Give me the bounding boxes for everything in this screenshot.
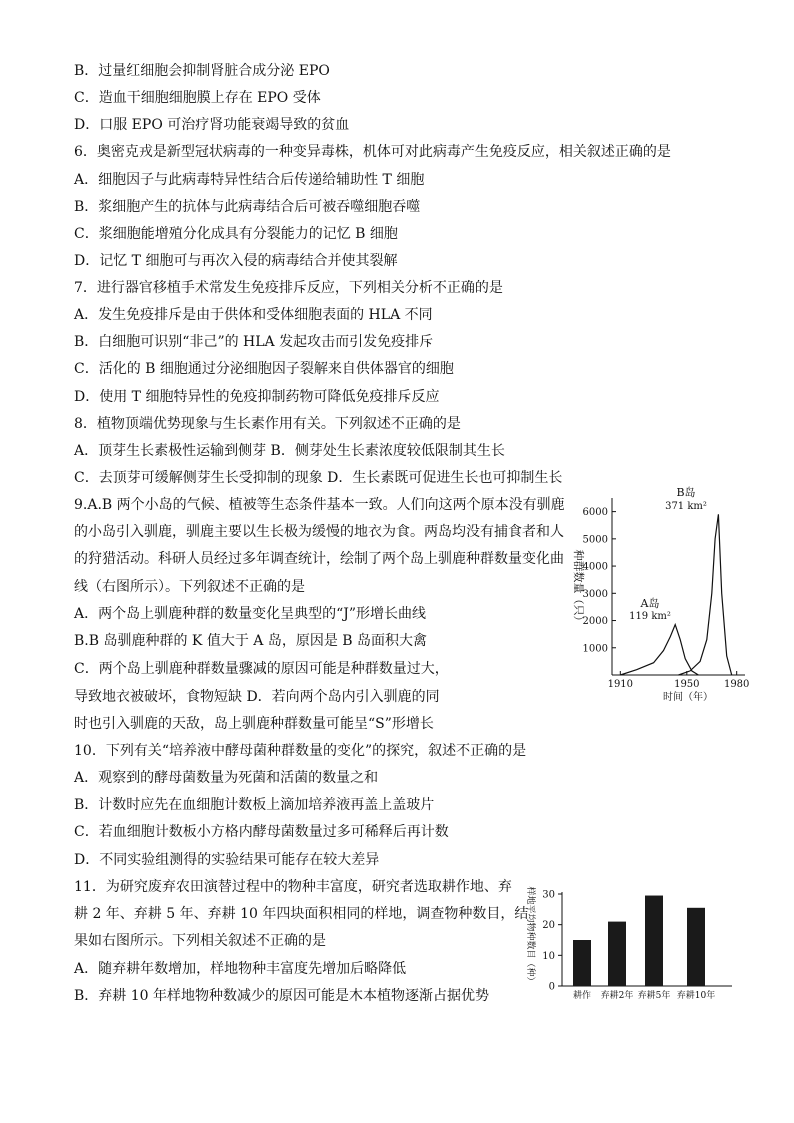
text-line: B．浆细胞产生的抗体与此病毒结合后可被吞噬细胞吞噬 xyxy=(74,199,421,215)
text-line: D．记忆 T 细胞可与再次入侵的病毒结合并使其裂解 xyxy=(74,253,398,269)
text-line: B．弃耕 10 年样地物种数减少的原因可能是木本植物逐渐占据优势 xyxy=(74,988,490,1004)
series-line-b-island xyxy=(679,514,732,675)
bar xyxy=(687,908,705,986)
text-line: 线（右图所示）。下列叙述不正确的是 xyxy=(74,579,305,595)
y-tick-label: 6000 xyxy=(582,507,608,519)
text-line: 时也引入驯鹿的天敌，岛上驯鹿种群数量可能呈“S”形增长 xyxy=(74,716,434,732)
text-line: 导致地衣被破坏，食物短缺 D．若向两个岛内引入驯鹿的同 xyxy=(74,689,440,705)
species-richness-chart xyxy=(520,878,735,1003)
text-line: C．造血干细胞细胞膜上存在 EPO 受体 xyxy=(74,90,321,106)
text-line: C．若血细胞计数板小方格内酵母菌数量过多可稀释后再计数 xyxy=(74,824,449,840)
bar-category-label: 耕作 xyxy=(572,991,592,1001)
text-line: D．口服 EPO 可治疗肾功能衰竭导致的贫血 xyxy=(74,117,350,133)
x-tick-label: 1980 xyxy=(723,679,750,690)
bar-y-tick-label: 10 xyxy=(542,950,555,962)
text-line: C．活化的 B 细胞通过分泌细胞因子裂解来自供体器官的细胞 xyxy=(74,361,454,377)
text-line: 果如右图所示。下列相关叙述不正确的是 xyxy=(74,933,326,949)
bar-category-label: 弃耕2年 xyxy=(600,991,634,1001)
text-line: 的狩猎活动。科研人员经过多年调查统计，绘制了两个岛上驯鹿种群数量变化曲 xyxy=(74,551,564,567)
text-line: 11．为研究废弃农田演替过程中的物种丰富度，研究者选取耕作地、弃 xyxy=(74,879,512,895)
y-tick-label: 1000 xyxy=(582,643,608,655)
text-line: 的小岛引入驯鹿，驯鹿主要以生长极为缓慢的地衣为食。两岛均没有捕食者和人 xyxy=(74,524,564,540)
bar xyxy=(645,896,663,986)
bar-y-tick-label: 0 xyxy=(548,981,555,993)
x-tick-label: 1910 xyxy=(607,679,634,690)
text-line: B.B 岛驯鹿种群的 K 值大于 A 岛，原因是 B 岛面积大禽 xyxy=(74,633,428,649)
text-line: C．浆细胞能增殖分化成具有分裂能力的记忆 B 细胞 xyxy=(74,226,398,242)
bar-category-label: 弃耕5年 xyxy=(637,991,671,1001)
x-tick-label: 1950 xyxy=(674,679,700,690)
text-line: B．过量红细胞会抑制肾脏合成分泌 EPO xyxy=(74,63,330,79)
text-line: 9.A.B 两个小岛的气候、植被等生态条件基本一致。人们向这两个原本没有驯鹿 xyxy=(74,497,565,513)
bar-category-label: 弃耕10年 xyxy=(676,991,716,1001)
reindeer-population-chart xyxy=(560,480,750,705)
y-tick-label: 2000 xyxy=(582,616,608,628)
bar-y-axis-label: 样地平均物种数目（种） xyxy=(525,886,535,986)
text-line: 6．奥密克戎是新型冠状病毒的一种变异毒株，机体可对此病毒产生免疫反应，相关叙述正确的是 xyxy=(74,144,671,160)
bar xyxy=(573,940,591,986)
y-tick-label: 4000 xyxy=(582,561,608,573)
text-line: 8．植物顶端优势现象与生长素作用有关。下列叙述不正确的是 xyxy=(74,416,461,432)
series-area-a-island: 119 km² xyxy=(629,611,671,622)
series-line-a-island xyxy=(620,625,698,675)
series-label-b-island: B岛 xyxy=(676,486,696,499)
y-axis-label: 种群数量（只） xyxy=(572,549,585,627)
text-line: B．白细胞可识别“非己”的 HLA 发起攻击而引发免疫排斥 xyxy=(74,334,434,350)
bar xyxy=(608,922,626,986)
text-line: A．细胞因子与此病毒特异性结合后传递给辅助性 T 细胞 xyxy=(74,172,425,188)
text-line: C．去顶芽可缓解侧芽生长受抑制的现象 D．生长素既可促进生长也可抑制生长 xyxy=(74,470,563,486)
text-line: C．两个岛上驯鹿种群数量骤减的原因可能是种群数量过大， xyxy=(74,661,449,677)
text-line: A．发生免疫排斥是由于供体和受体细胞表面的 HLA 不同 xyxy=(74,307,433,323)
series-label-a-island: A岛 xyxy=(640,597,660,610)
text-line: A．顶芽生长素极性运输到侧芽 B．侧芽处生长素浓度较低限制其生长 xyxy=(74,443,505,459)
x-axis-label: 时间（年） xyxy=(663,692,713,703)
text-line: D．使用 T 细胞特异性的免疫抑制药物可降低免疫排斥反应 xyxy=(74,389,440,405)
bar-y-tick-label: 30 xyxy=(542,889,555,901)
text-line: A．两个岛上驯鹿种群的数量变化呈典型的“J”形增长曲线 xyxy=(74,606,427,622)
bar-y-tick-label: 20 xyxy=(542,920,555,932)
text-line: A．观察到的酵母菌数量为死菌和活菌的数量之和 xyxy=(74,770,379,786)
text-line: A．随弃耕年数增加，样地物种丰富度先增加后略降低 xyxy=(74,961,407,977)
text-line: 10．下列有关“培养液中酵母菌种群数量的变化”的探究，叙述不正确的是 xyxy=(74,743,527,759)
text-line: D．不同实验组测得的实验结果可能存在较大差异 xyxy=(74,852,380,868)
y-tick-label: 3000 xyxy=(582,588,608,600)
series-area-b-island: 371 km² xyxy=(665,501,707,512)
text-line: 耕 2 年、弃耕 5 年、弃耕 10 年四块面积相同的样地，调查物种数目，结 xyxy=(74,906,529,922)
text-line: B．计数时应先在血细胞计数板上滴加培养液再盖上盖玻片 xyxy=(74,797,435,813)
y-tick-label: 5000 xyxy=(582,534,608,546)
text-line: 7．进行器官移植手术常发生免疫排斥反应，下列相关分析不正确的是 xyxy=(74,280,503,296)
